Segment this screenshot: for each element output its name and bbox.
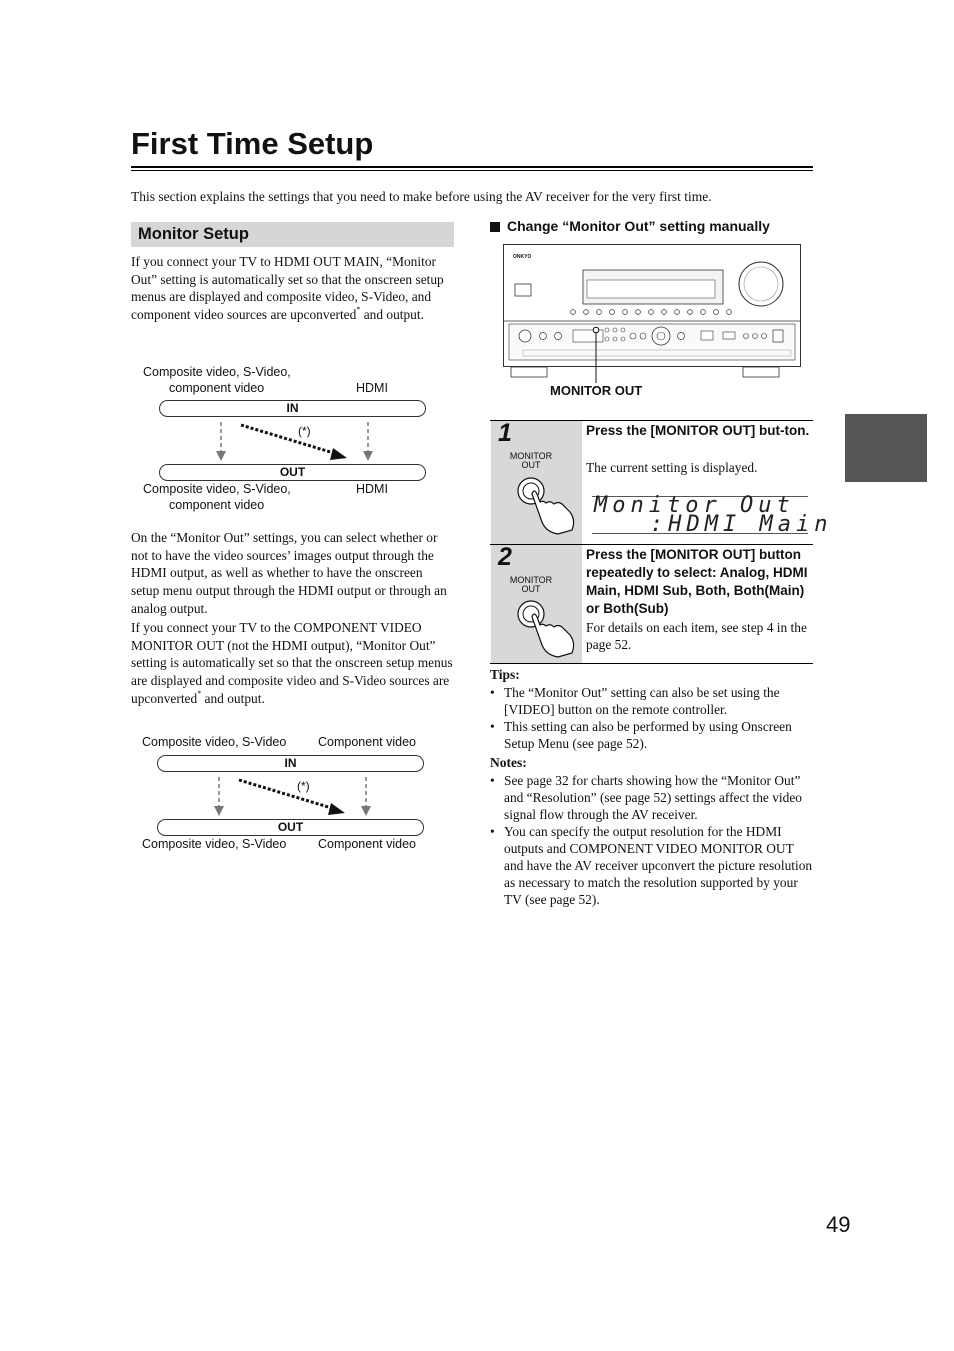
step2-number: 2 bbox=[498, 543, 512, 571]
change-heading-text: Change “Monitor Out” setting manually bbox=[507, 218, 770, 234]
step2-instruction: Press the [MONITOR OUT] button repeatedly to select: Analog, HDMI Main, HDMI Sub, Both, Both(Main) or Both(Sub) bbox=[586, 547, 808, 616]
diagram1-arrows bbox=[205, 418, 385, 464]
monitor-setup-para1 bbox=[131, 253, 454, 324]
page-number: 49 bbox=[826, 1212, 851, 1237]
step1-press-button-icon bbox=[510, 474, 580, 540]
square-bullet-icon bbox=[490, 222, 500, 232]
section-tab bbox=[845, 414, 927, 482]
para3-text: If you connect your TV to the COMPONENT VIDEO MONITOR OUT (not the HDMI output), “Monitor Out” setting is automatically set so that the onscreen setup menus are displayed and composite video and S-Video sources are upconverted bbox=[131, 620, 453, 706]
step1-caption-line1: MONITOR bbox=[509, 451, 553, 461]
tip-item: • This setting can also be performed by using Onscreen Setup Menu (see page 52). bbox=[490, 718, 813, 752]
note-item: • See page 32 for charts showing how the “Monitor Out” and “Resolution” (see page 52) settings affect the video signal flow through the AV receiver. bbox=[490, 772, 813, 823]
monitor-setup-para2: On the “Monitor Out” settings, you can select whether or not to have the video sources’ images output through the HDMI output, as well as whether to have the onscreen setup menu output through the HDMI output or through an analog output. bbox=[131, 530, 447, 616]
step1-number: 1 bbox=[498, 419, 512, 447]
tips-heading: Tips: bbox=[490, 667, 520, 682]
diagram2-bottom-right: Component video bbox=[318, 837, 416, 851]
step2-detail: For details on each item, see step 4 in the page 52. bbox=[586, 620, 807, 652]
intro-text: This section explains the settings that you need to make before using the AV receiver for the very first time. bbox=[131, 189, 712, 204]
step1-detail: The current setting is displayed. bbox=[586, 460, 758, 475]
para1-text: If you connect your TV to HDMI OUT MAIN, “Monitor Out” setting is automatically set so that the onscreen setup menus are displayed and composite video, S-Video, and component video sources are upconverted bbox=[131, 254, 444, 323]
tip-item: • The “Monitor Out” setting can also be set using the [VIDEO] button on the remote controller. bbox=[490, 684, 813, 718]
notes-list bbox=[490, 772, 813, 908]
monitor-setup-heading: Monitor Setup bbox=[131, 222, 454, 247]
diagram2-top-right: Component video bbox=[318, 735, 416, 749]
step1-instruction: Press the [MONITOR OUT] but-ton. bbox=[586, 423, 810, 438]
step2-caption-line2: OUT bbox=[521, 584, 541, 594]
diagram2-in-bar: IN bbox=[157, 755, 424, 772]
diagram2-bottom-left: Composite video, S-Video bbox=[142, 837, 287, 851]
para1-tail: and output. bbox=[363, 307, 424, 323]
diagram1-out-bar: OUT bbox=[159, 464, 426, 481]
diagram1-top-left-2: component video bbox=[169, 381, 265, 395]
diagram2-top-left: Composite video, S-Video bbox=[142, 735, 287, 749]
step2-caption-line1: MONITOR bbox=[509, 575, 553, 585]
change-monitor-out-heading bbox=[490, 218, 770, 234]
receiver-brand: ONKYO bbox=[513, 254, 532, 260]
display-line-1: Monitor Out bbox=[594, 493, 795, 518]
diagram1-upconvert-label: (*) bbox=[298, 424, 311, 438]
diagram1-in-bar: IN bbox=[159, 400, 426, 417]
notes-heading: Notes: bbox=[490, 755, 527, 770]
diagram2-out-bar: OUT bbox=[157, 819, 424, 836]
asterisk: * bbox=[197, 688, 202, 698]
step2-button-caption bbox=[501, 576, 561, 594]
diagram2-arrows bbox=[203, 773, 383, 819]
note-item: • You can specify the output resolution for the HDMI outputs and COMPONENT VIDEO MONITOR OUT and have the AV receiver upconvert the picture resolution as necessary to match the resolution supported by your TV (see page 52). bbox=[490, 823, 813, 908]
steps-bottom-rule bbox=[490, 663, 813, 664]
monitor-setup-para3 bbox=[131, 619, 454, 708]
display-line-2: :HDMI Main bbox=[650, 512, 833, 537]
asterisk: * bbox=[356, 305, 361, 315]
diagram1-top-left-1: Composite video, S-Video, bbox=[143, 365, 291, 379]
diagram1-top-right: HDMI bbox=[356, 381, 388, 395]
page-title: First Time Setup bbox=[131, 126, 374, 161]
diagram1-bottom-left-2: component video bbox=[169, 498, 265, 512]
step2-press-button-icon bbox=[510, 597, 580, 663]
diagram1-bottom-right: HDMI bbox=[356, 482, 388, 496]
step1-caption-line2: OUT bbox=[521, 460, 541, 470]
para3-tail: and output. bbox=[204, 690, 265, 706]
receiver-monitor-out-callout: MONITOR OUT bbox=[550, 383, 643, 398]
diagram2-upconvert-label: (*) bbox=[297, 779, 310, 793]
receiver-front-panel bbox=[503, 244, 803, 384]
diagram1-bottom-left-1: Composite video, S-Video, bbox=[143, 482, 291, 496]
tips-list bbox=[490, 684, 813, 752]
step1-button-caption bbox=[501, 452, 561, 470]
title-rule bbox=[131, 166, 813, 171]
